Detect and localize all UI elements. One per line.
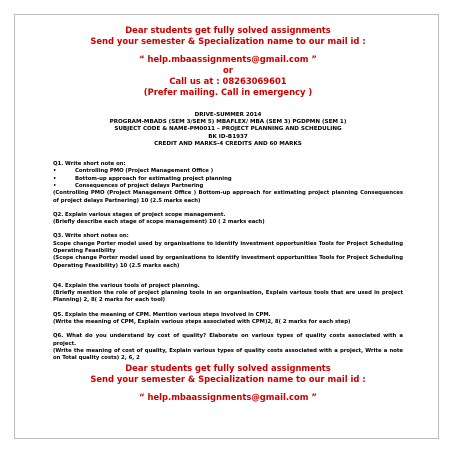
q5-note: (Write the meaning of CPM, Explain various steps associated with CPM)2, 8( 2 marks for each step) <box>53 319 351 326</box>
header-email[interactable]: “ help.mbaassignments@gmail.com ” <box>139 54 317 64</box>
q4-note: (Briefly mention the role of project planning tools in an organisation, Explain various tools that are used in project Planning) 2, 8( 2 marks for each tool) <box>53 290 403 304</box>
question-4 <box>53 283 403 305</box>
question-3 <box>53 233 403 269</box>
q3-note: (Scope change Porter model used by organisations to identify investment opportunities Tools for Project Scheduling Operating Feasibility) 10 (2.5 marks each) <box>53 255 403 269</box>
footer-line-1: Dear students get fully solved assignments <box>125 362 331 373</box>
q1-bullet: • Bottom-up approach for estimating project planning <box>53 175 232 182</box>
q1-bullet: • Controlling PMO (Project Management Office ) <box>53 168 214 175</box>
bullet-icon: • <box>53 182 57 189</box>
q1-title: Q1. Write short note on: <box>53 161 126 168</box>
header-line-1: Dear students get fully solved assignments <box>125 25 331 35</box>
header-call: Call us at : 08263069601 <box>169 76 287 86</box>
q1-bullet-list <box>53 168 403 190</box>
q3-title: Q3. Write short notes on: <box>53 233 129 240</box>
question-6 <box>53 333 403 362</box>
question-1 <box>53 161 403 205</box>
q1-bullet: • Consequences of project delays Partnering <box>53 182 204 189</box>
document-content <box>53 25 403 403</box>
q6-title: Q6. What do you understand by cost of quality? Elaborate on various types of quality costs associated with a project. <box>53 333 403 347</box>
footer-line-2: Send your semester & Specialization name to our mail id : <box>90 373 366 384</box>
header-or: or <box>223 65 233 75</box>
header-line-2: Send your semester & Specialization name to our mail id : <box>90 36 366 46</box>
bullet-icon: • <box>53 175 57 182</box>
footer-email[interactable]: “ help.mbaassignments@gmail.com ” <box>139 391 317 402</box>
q1-note: (Controlling PMO (Project Management Office ) Bottom-up approach for estimating project planning Consequences of project delays Partnering) 10 (2.5 marks each) <box>53 190 403 204</box>
document-page <box>14 14 439 439</box>
q2-note: (Briefly describe each stage of scope management) 10 ( 2 marks each) <box>53 219 265 226</box>
exam-session: DRIVE-SUMMER 2014 <box>194 112 262 118</box>
question-5 <box>53 312 403 327</box>
header-prefer: (Prefer mailing. Call in emergency ) <box>143 87 313 97</box>
exam-subject: SUBJECT CODE & NAME-PM0011 – PROJECT PLANNING AND SCHEDULING <box>114 126 342 133</box>
exam-bk-id: BK ID-B1937 <box>208 133 248 140</box>
q4-title: Q4. Explain the various tools of project planning. <box>53 282 200 289</box>
q5-title: Q5. Explain the meaning of CPM. Mention various steps involved in CPM. <box>53 311 271 318</box>
question-2 <box>53 212 403 227</box>
exam-credits: CREDIT AND MARKS-4 CREDITS AND 60 MARKS <box>154 140 302 147</box>
q3-body: Scope change Porter model used by organisations to identify investment opportunities Tools for Project Scheduling Operating Feasibility <box>53 240 403 254</box>
exam-program: PROGRAM-MBADS (SEM 3/SEM 5) MBAFLEX/ MBA (SEM 3) PGDPMN (SEM 1) <box>109 119 347 126</box>
bullet-icon: • <box>53 168 57 175</box>
q6-note: (Write the meaning of cost of quality, Explain various types of quality costs associated with a project, Write a note on Total quality costs) 2, 6, 2 <box>53 347 403 362</box>
q2-title: Q2. Explain various stages of project scope management. <box>53 211 226 218</box>
